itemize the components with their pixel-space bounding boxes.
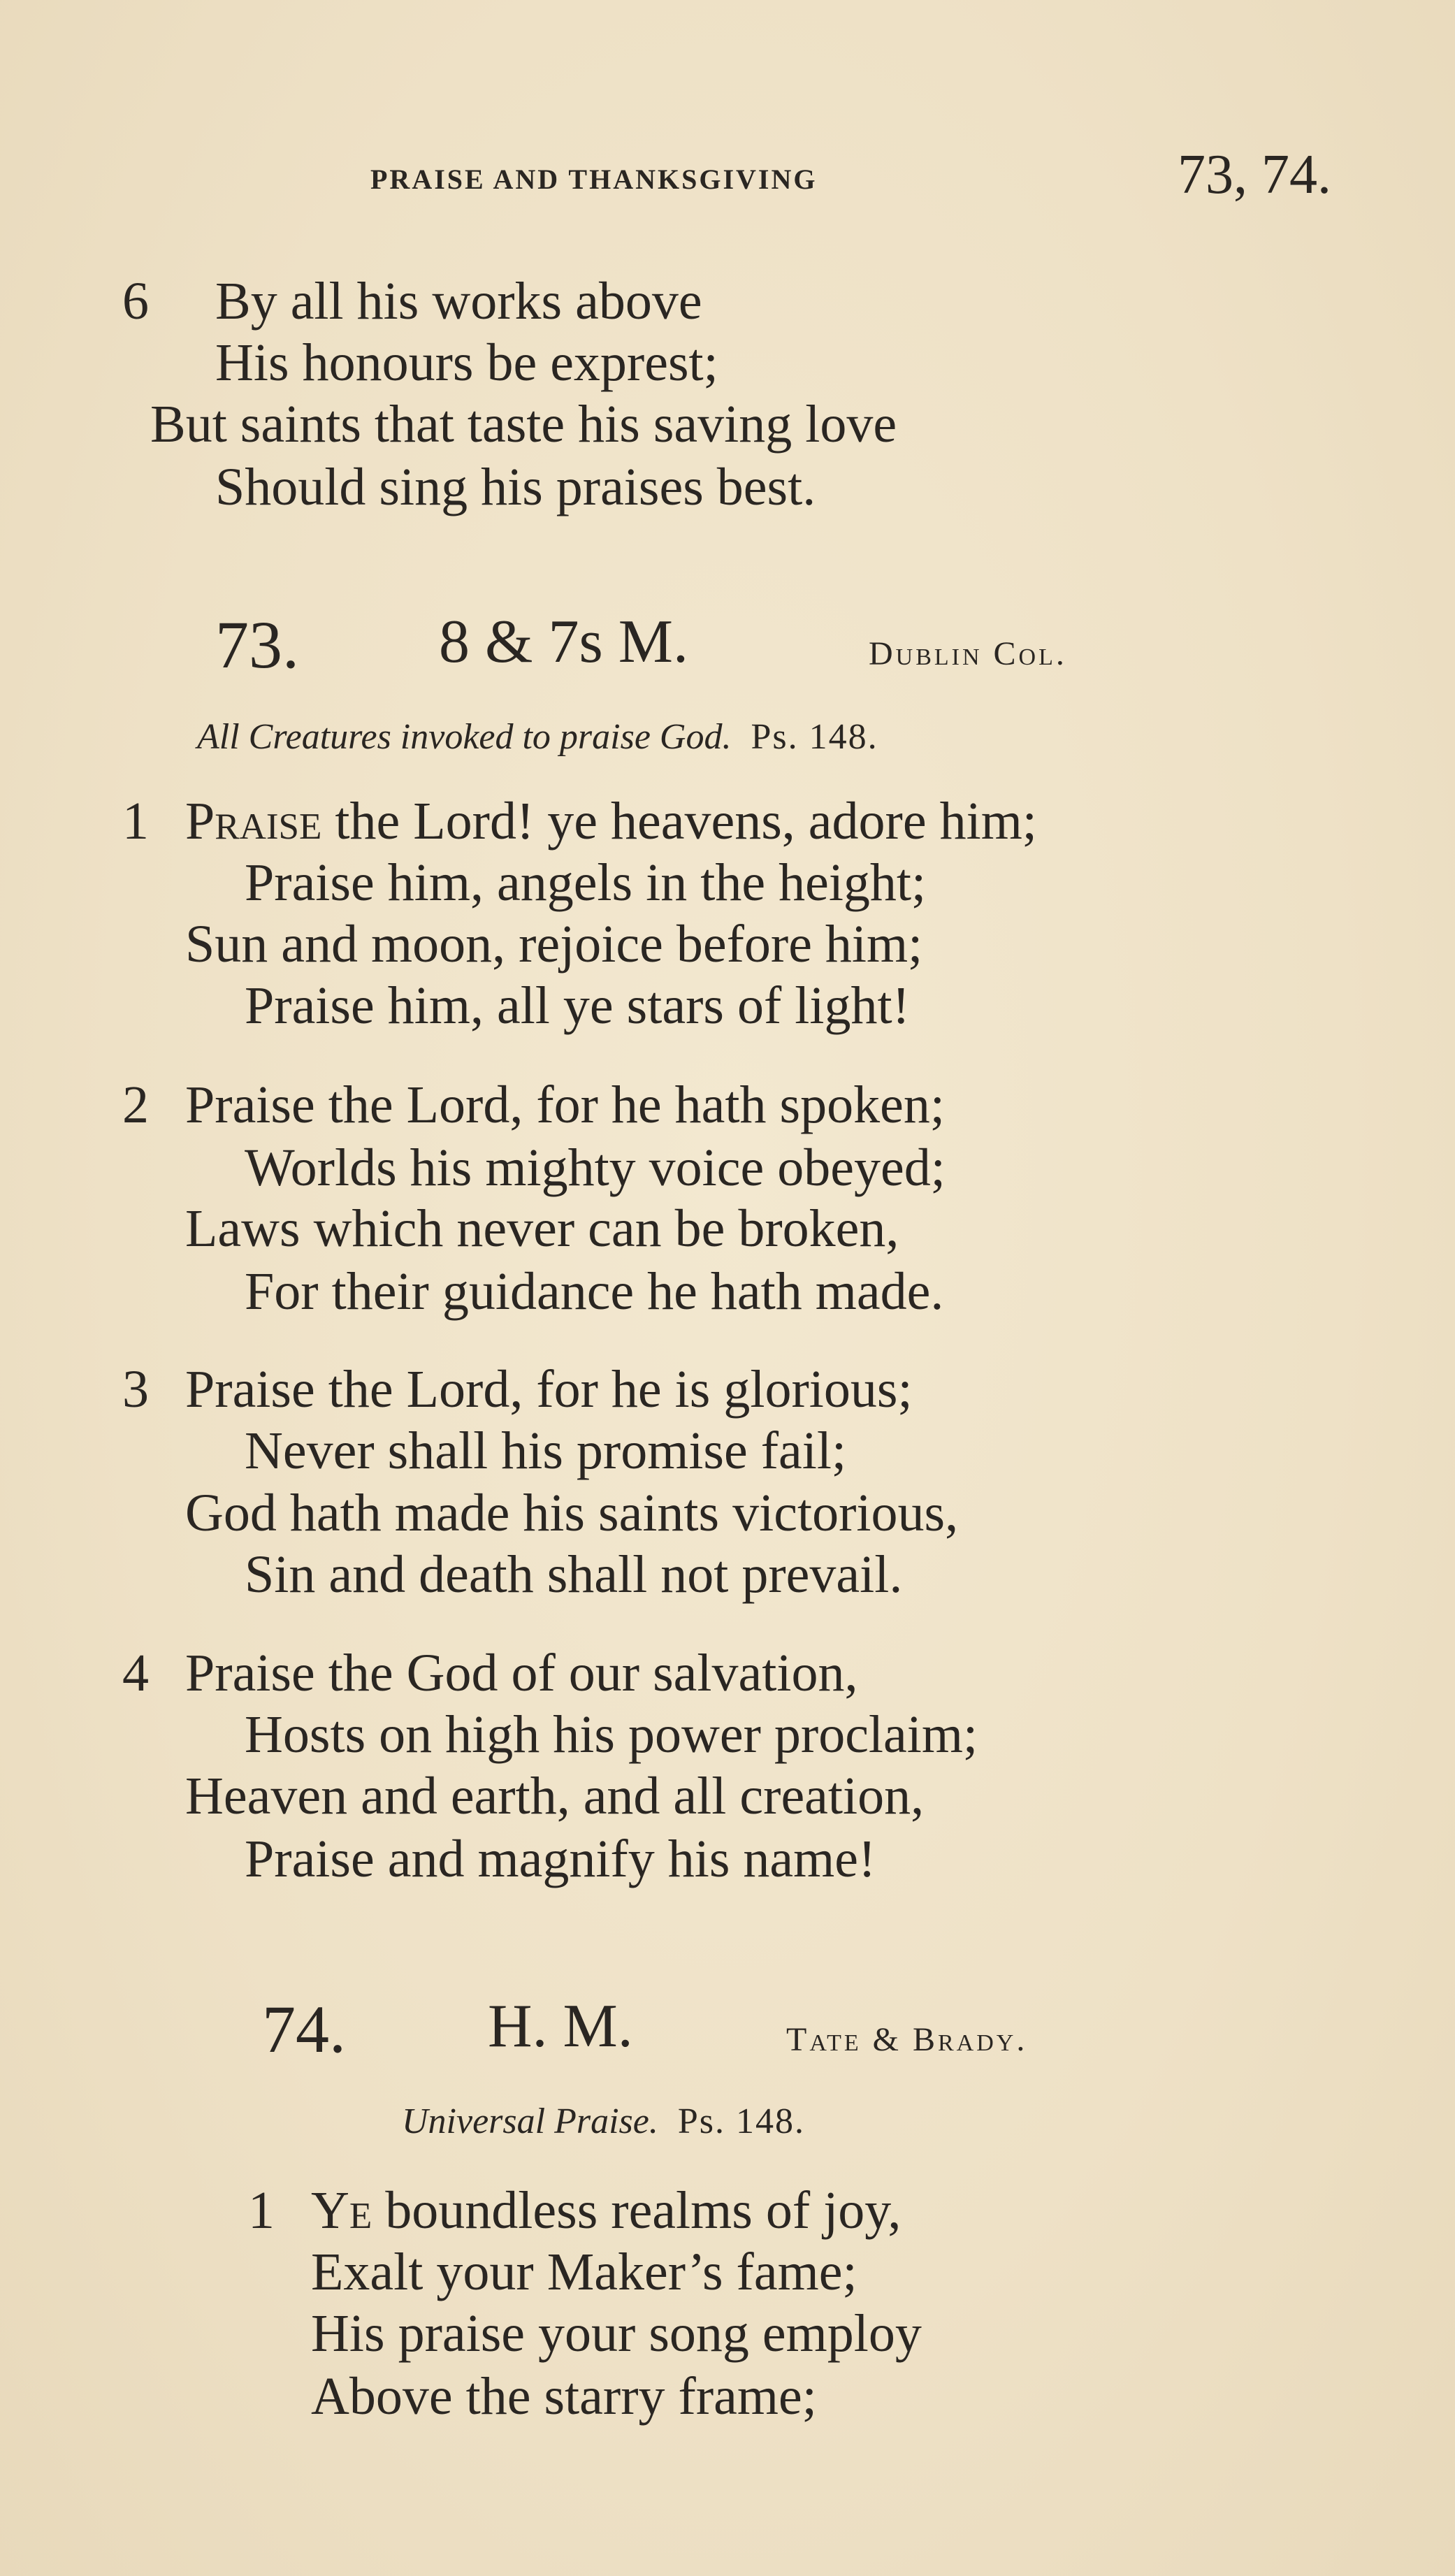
hymn-author: Tate & Brady. (786, 2021, 1028, 2058)
hymn-73-subtitle (197, 719, 878, 755)
verse-line: For their guidance he hath made. (245, 1262, 944, 1321)
hymn-author: Dublin Col. (869, 635, 1067, 672)
verse-line: Praise the Lord, for he is glorious; (185, 1360, 913, 1419)
verse-line: Praise him, all ye stars of light! (245, 976, 910, 1035)
running-title: PRAISE AND THANKSGIVING (370, 164, 818, 195)
verse-line: Praise the Lord, for he hath spoken; (185, 1076, 945, 1134)
hymn-meter: 8 & 7s M. (439, 608, 688, 676)
scripture-reference: Ps. 148. (677, 2101, 805, 2141)
hymn-number: 74. (262, 1992, 346, 2067)
verse-line: Sun and moon, rejoice before him; (185, 915, 923, 974)
verse-line: Praise and magnify his name! (245, 1830, 876, 1888)
hymn-meter: H. M. (488, 1992, 633, 2060)
verse-line: Hosts on high his power proclaim; (245, 1705, 978, 1764)
hymn-74-subtitle (402, 2101, 805, 2141)
verse-line: But saints that taste his saving love (150, 395, 897, 454)
verse-line: Praise him, angels in the height; (245, 853, 927, 912)
verse-line: Ye boundless realms of joy, (311, 2181, 902, 2240)
page-numbers: 73, 74. (1178, 144, 1331, 205)
stanza-number: 1 (248, 2181, 275, 2240)
verse-line: His honours be exprest; (215, 333, 718, 392)
verse-line: Praise the God of our salvation, (185, 1644, 858, 1702)
verse-line: Should sing his praises best. (215, 458, 816, 516)
verse-line: Praise the Lord! ye heavens, adore him; (185, 792, 1037, 851)
hymn-number: 73. (215, 607, 299, 682)
verse-line: Sin and death shall not prevail. (245, 1545, 903, 1604)
first-word: Praise (185, 792, 322, 851)
stanza-number: 3 (122, 1360, 149, 1419)
verse-line: Worlds his mighty voice obeyed; (245, 1138, 946, 1197)
verse-line: Exalt your Maker’s fame; (311, 2243, 857, 2301)
scripture-reference: Ps. 148. (751, 717, 878, 757)
stanza-number: 4 (122, 1644, 149, 1702)
verse-line: Never shall his promise fail; (245, 1421, 847, 1480)
hymn-title: Universal Praise. (402, 2101, 658, 2141)
verse-line: God hath made his saints victorious, (185, 1484, 959, 1542)
stanza-number: 2 (122, 1076, 149, 1134)
verse-line: By all his works above (215, 272, 702, 331)
verse-line: Above the starry frame; (311, 2367, 817, 2426)
first-word: Ye (311, 2181, 372, 2240)
hymn-title: All Creatures invoked to praise God. (197, 717, 732, 757)
verse-line: Heaven and earth, and all creation, (185, 1767, 925, 1825)
stanza-number: 6 (122, 272, 149, 331)
verse-line: Laws which never can be broken, (185, 1199, 899, 1258)
verse-line: His praise your song employ (311, 2304, 922, 2363)
stanza-number: 1 (122, 792, 149, 851)
